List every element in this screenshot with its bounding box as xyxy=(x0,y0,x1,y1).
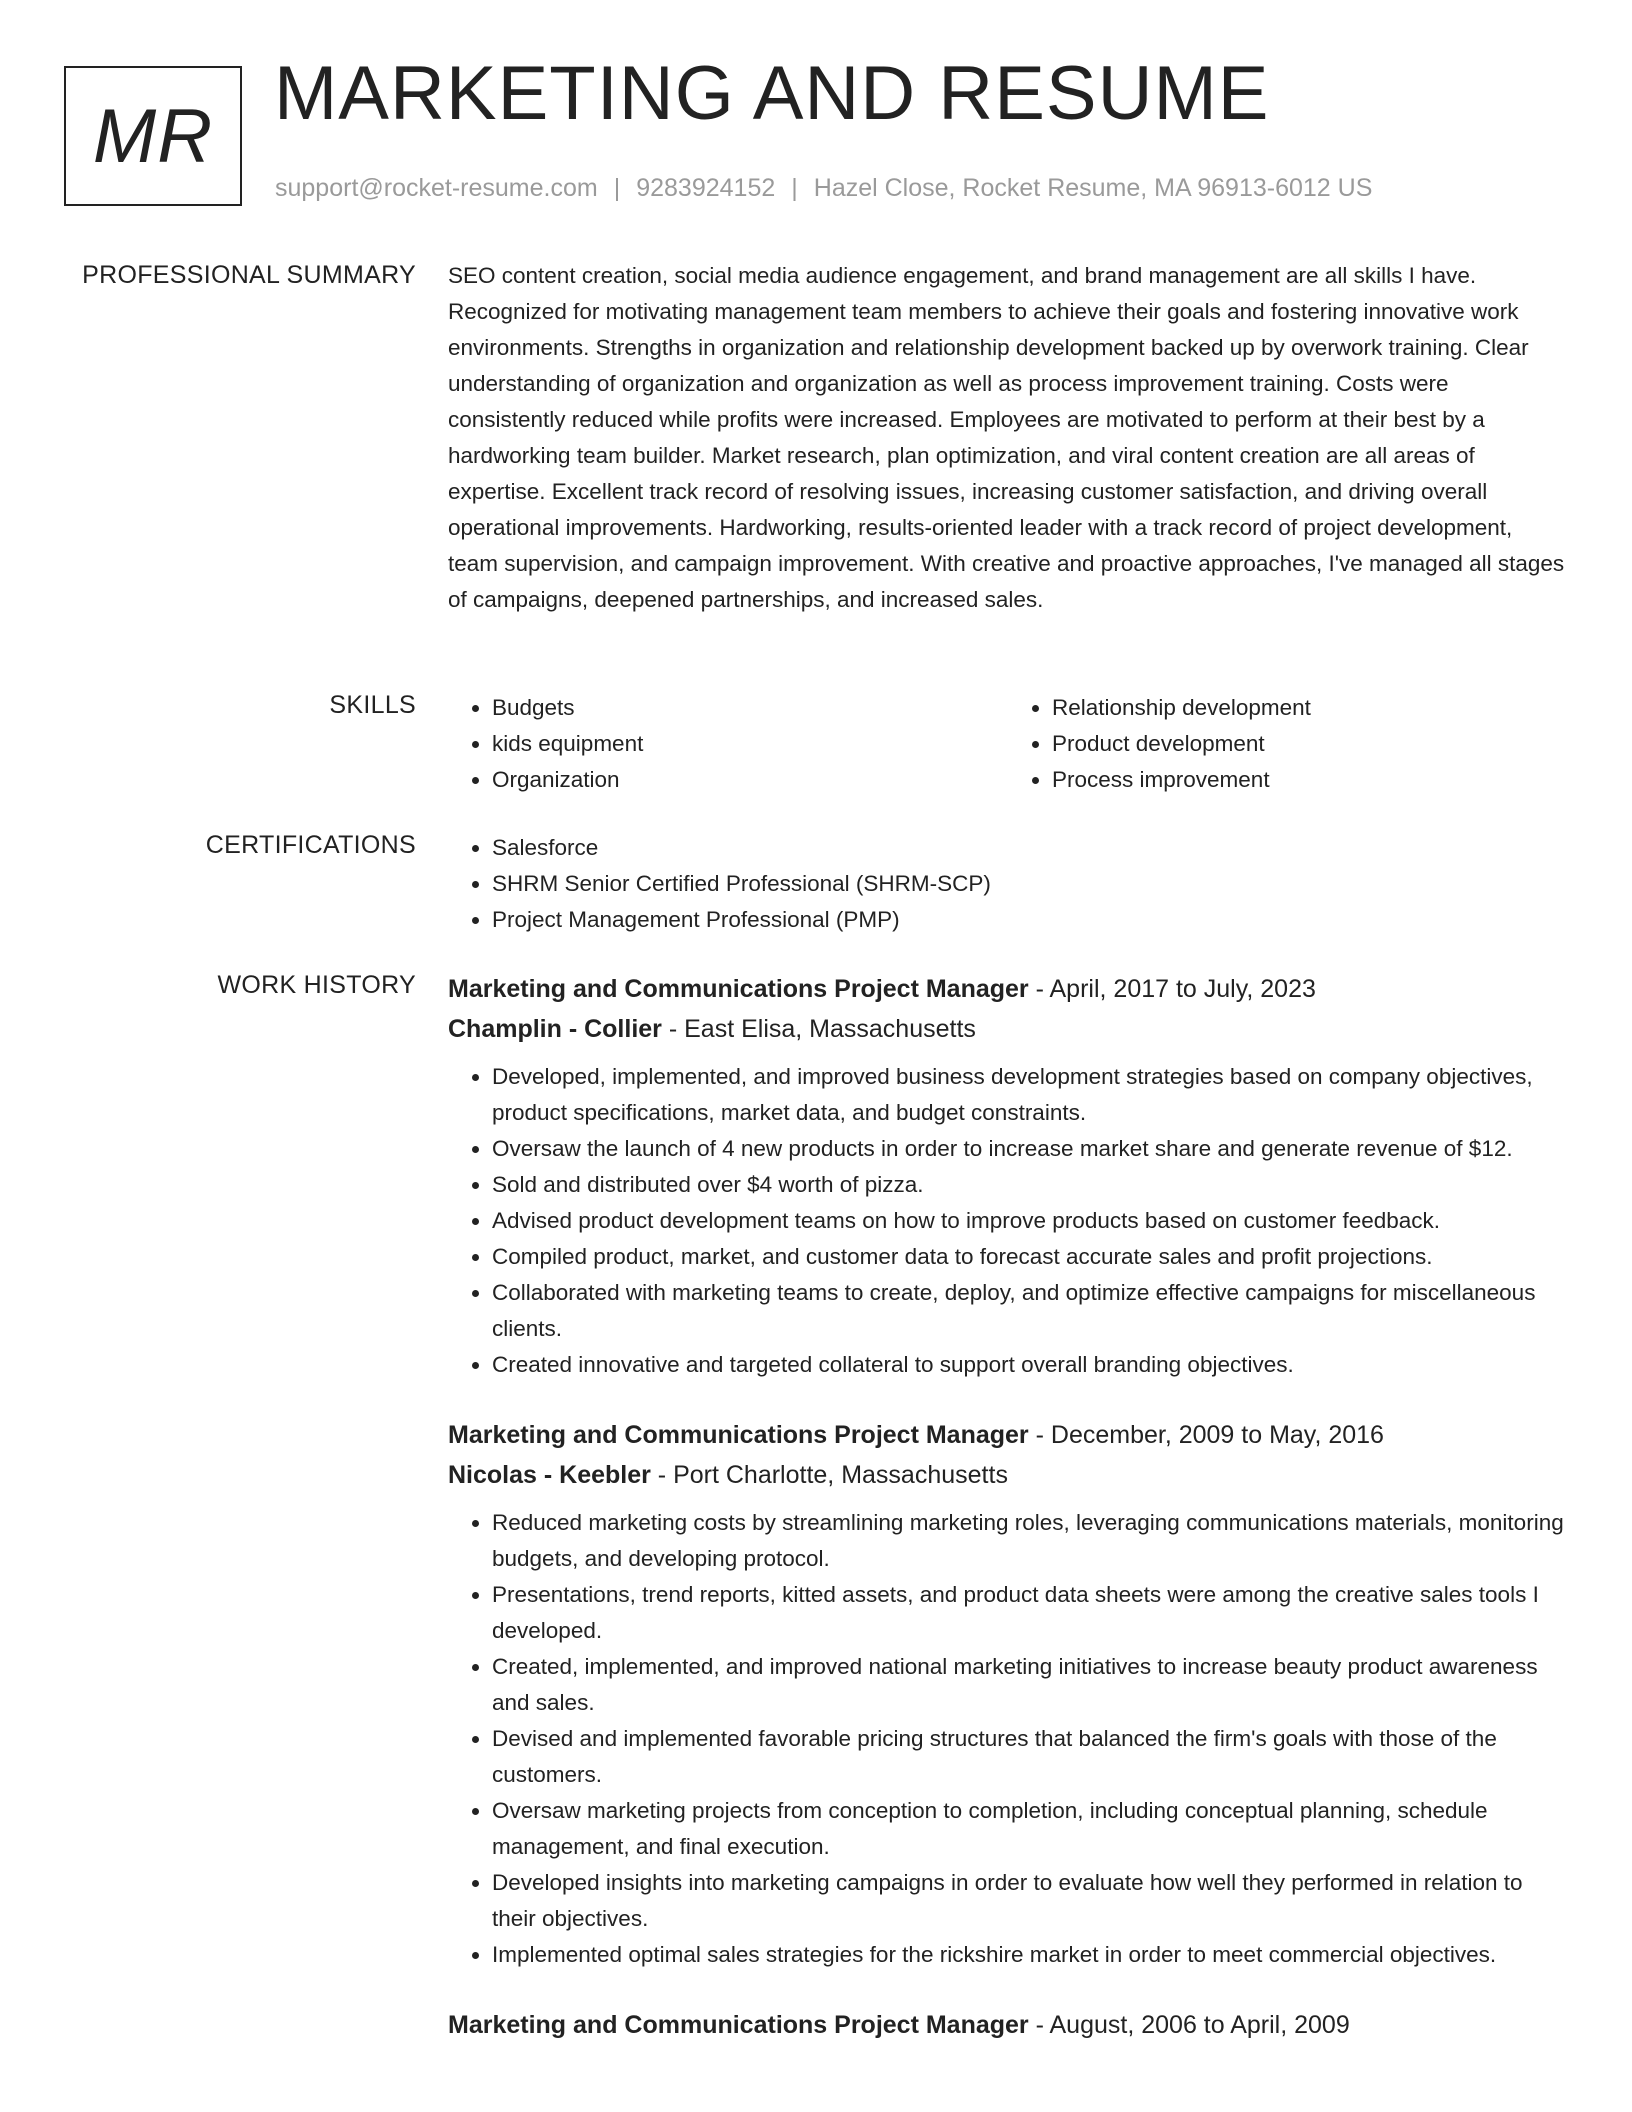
job-bullet: • Oversaw the launch of 4 new products in order to increase market share and generate revenue of $12. xyxy=(492,1131,1568,1167)
skill-item: • Product development xyxy=(1052,726,1568,762)
skills-heading: SKILLS xyxy=(329,691,416,719)
certification-item: • Project Management Professional (PMP) xyxy=(492,902,1568,938)
certifications-body xyxy=(448,830,1568,938)
job-bullet: • Devised and implemented favorable pricing structures that balanced the firm's goals with those of the customers. xyxy=(492,1721,1568,1793)
job-entry xyxy=(448,2005,1568,2045)
contact-address: Hazel Close, Rocket Resume, MA 96913-6012 US xyxy=(813,174,1373,202)
job-company: Nicolas - Keebler xyxy=(448,1461,651,1489)
job-dates: - December, 2009 to May, 2016 xyxy=(1028,1421,1384,1449)
job-company-line xyxy=(448,1455,1568,1495)
certification-item: • SHRM Senior Certified Professional (SHRM-SCP) xyxy=(492,866,1568,902)
work-history-heading: WORK HISTORY xyxy=(217,971,416,999)
certification-item: • Salesforce xyxy=(492,830,1568,866)
job-bullet: • Implemented optimal sales strategies for the rickshire market in order to meet commercial objectives. xyxy=(492,1937,1568,1973)
job-bullet: • Developed, implemented, and improved business development strategies based on company objectives, product specifications, market data, and budget constraints. xyxy=(492,1059,1568,1131)
skill-item: • Process improvement xyxy=(1052,762,1568,798)
job-bullet: • Sold and distributed over $4 worth of pizza. xyxy=(492,1167,1568,1203)
job-bullets xyxy=(448,1505,1568,1973)
certifications-list xyxy=(448,830,1568,938)
job-bullet: • Developed insights into marketing campaigns in order to evaluate how well they performed in relation to their objectives. xyxy=(492,1865,1568,1937)
skill-item: • kids equipment xyxy=(492,726,1008,762)
skill-item: • Organization xyxy=(492,762,1008,798)
work-history-body xyxy=(448,969,1568,2077)
skill-item: • Relationship development xyxy=(1052,690,1568,726)
job-dates: - April, 2017 to July, 2023 xyxy=(1028,975,1316,1003)
summary-body xyxy=(448,258,1568,618)
job-bullet: • Oversaw marketing projects from conception to completion, including conceptual planning, schedule management, and final execution. xyxy=(492,1793,1568,1865)
job-dates: - August, 2006 to April, 2009 xyxy=(1028,2011,1350,2039)
resume-name: MARKETING AND RESUME xyxy=(274,51,1270,136)
skills-body xyxy=(448,690,1568,798)
job-bullets xyxy=(448,1059,1568,1383)
contact-line xyxy=(275,174,1372,203)
job-bullet: • Advised product development teams on how to improve products based on customer feedback. xyxy=(492,1203,1568,1239)
job-company: Champlin - Collier xyxy=(448,1015,662,1043)
job-bullet: • Presentations, trend reports, kitted assets, and product data sheets were among the creative sales tools I developed. xyxy=(492,1577,1568,1649)
monogram-box xyxy=(64,66,242,206)
job-entry xyxy=(448,969,1568,1383)
contact-separator: | xyxy=(791,174,798,202)
job-company-line xyxy=(448,1009,1568,1049)
summary-text: SEO content creation, social media audience engagement, and brand management are all skills I have. Recognized for motivating management team members to achieve their goals and fostering innovative work environments. Strengths in organization and relationship development backed up by overwork training. Clear understanding of organization and organization as well as process improvement training. Costs were consistently reduced while profits were increased. Employees are motivated to perform at their best by a hardworking team builder. Market research, plan optimization, and viral content creation are all areas of expertise. Excellent track record of resolving issues, increasing customer satisfaction, and driving overall operational improvements. Hardworking, results-oriented leader with a track record of project development, team supervision, and campaign improvement. With creative and proactive approaches, I've managed all stages of campaigns, deepened partnerships, and increased sales. xyxy=(448,263,1565,612)
job-bullet: • Reduced marketing costs by streamlining marketing roles, leveraging communications materials, monitoring budgets, and developing protocol. xyxy=(492,1505,1568,1577)
contact-email: support@rocket-resume.com xyxy=(275,174,598,202)
job-location: - Port Charlotte, Massachusetts xyxy=(650,1461,1008,1489)
skills-list-right xyxy=(1008,690,1568,798)
job-title-line xyxy=(448,2005,1568,2045)
certifications-heading: CERTIFICATIONS xyxy=(205,831,416,859)
skill-item: • Budgets xyxy=(492,690,1008,726)
job-bullet: • Created, implemented, and improved national marketing initiatives to increase beauty product awareness and sales. xyxy=(492,1649,1568,1721)
job-entry xyxy=(448,1415,1568,1973)
job-title-line xyxy=(448,1415,1568,1455)
job-bullet: • Compiled product, market, and customer data to forecast accurate sales and profit projections. xyxy=(492,1239,1568,1275)
job-location: - East Elisa, Massachusetts xyxy=(661,1015,976,1043)
job-title-line xyxy=(448,969,1568,1009)
summary-heading: PROFESSIONAL SUMMARY xyxy=(82,261,416,289)
job-title: Marketing and Communications Project Manager xyxy=(448,1421,1029,1449)
contact-phone: 9283924152 xyxy=(636,174,776,202)
job-bullet: • Created innovative and targeted collateral to support overall branding objectives. xyxy=(492,1347,1568,1383)
monogram-initials: MR xyxy=(92,93,214,179)
contact-separator: | xyxy=(613,174,621,202)
job-bullet: • Collaborated with marketing teams to create, deploy, and optimize effective campaigns for miscellaneous clients. xyxy=(492,1275,1568,1347)
job-title: Marketing and Communications Project Manager xyxy=(448,2011,1029,2039)
job-title: Marketing and Communications Project Manager xyxy=(448,975,1029,1003)
skills-list-left xyxy=(448,690,1008,798)
